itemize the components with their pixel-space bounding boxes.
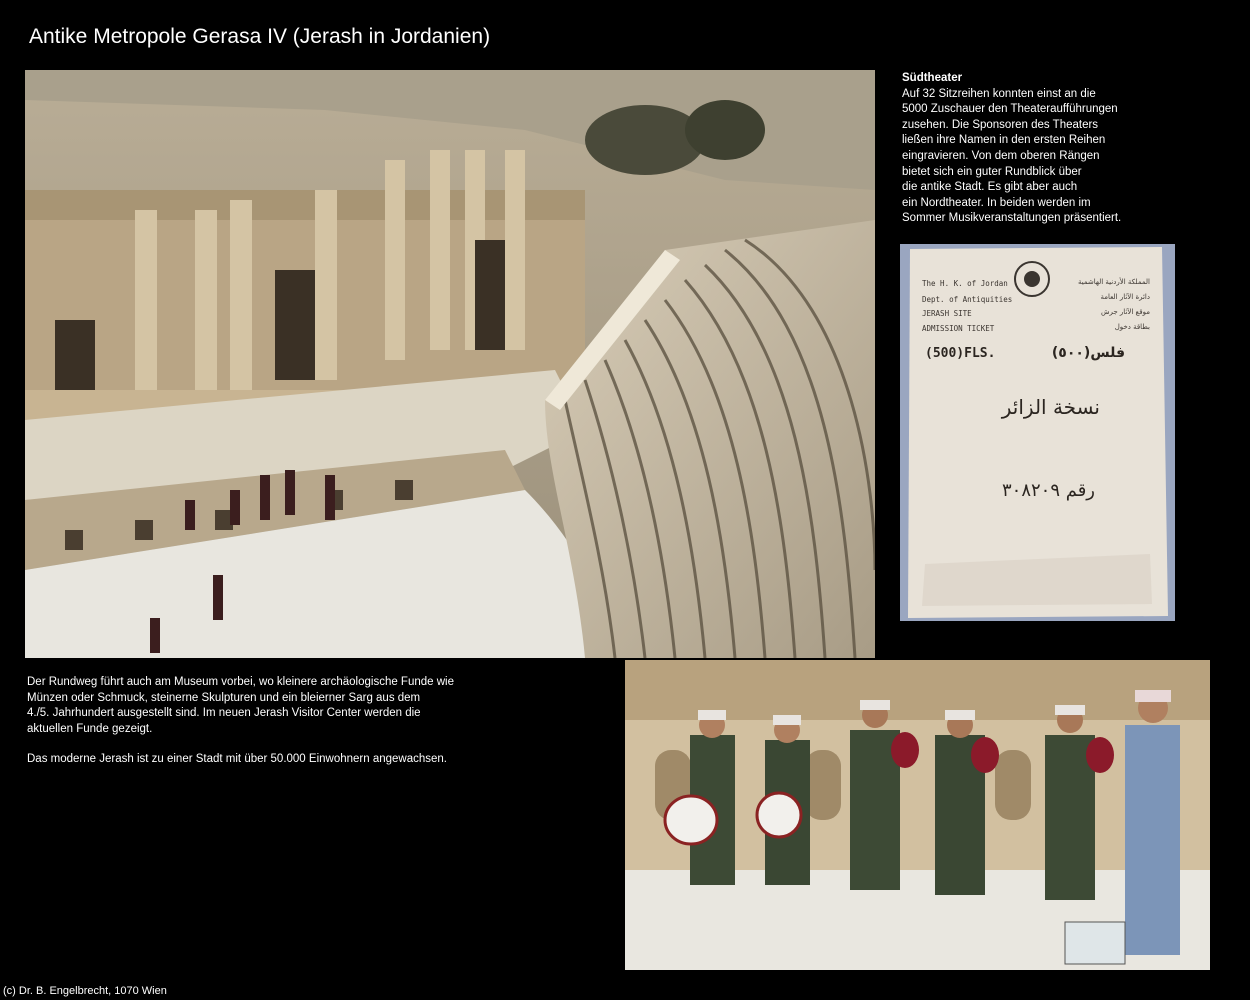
description-line: 5000 Zuschauer den Theateraufführungen	[902, 103, 1118, 116]
page-title: Antike Metropole Gerasa IV (Jerash in Jordanien)	[29, 25, 491, 48]
bagpipe-band-image	[625, 660, 1210, 970]
description-line: Auf 32 Sitzreihen konnten einst an die	[902, 87, 1096, 100]
modern-jerash-line: Das moderne Jerash ist zu einer Stadt mit über 50.000 Einwohnern angewachsen.	[27, 753, 447, 766]
description-line: aktuellen Funde gezeigt.	[27, 722, 153, 735]
museum-description	[27, 675, 507, 768]
ticket-price: (500)FLS.	[925, 346, 996, 361]
south-theater-image	[25, 70, 875, 658]
drum-icon	[665, 796, 717, 844]
svg-text:دائرة الآثار العامة: دائرة الآثار العامة	[1100, 293, 1150, 301]
svg-text:موقع الآثار جرش: موقع الآثار جرش	[1100, 308, 1150, 316]
description-line: die antike Stadt. Es gibt aber auch	[902, 181, 1078, 194]
ticket-line-3: JERASH SITE	[922, 309, 972, 318]
admission-ticket-photo	[900, 244, 1175, 621]
drum-icon	[757, 793, 801, 837]
south-theater-description	[902, 71, 1162, 227]
svg-text:المملكة الأردنية الهاشمية: المملكة الأردنية الهاشمية	[1077, 278, 1150, 286]
ticket-line-1: The H. K. of Jordan	[922, 279, 1008, 288]
bagpipe-band-photo	[625, 660, 1210, 970]
ticket-line-2: Dept. of Antiquities	[922, 295, 1013, 304]
south-theater-heading: Südtheater	[902, 72, 963, 84]
ticket-line-4: ADMISSION TICKET	[922, 324, 995, 333]
description-line: zusehen. Die Sponsoren des Theaters	[902, 118, 1099, 131]
description-line: 4./5. Jahrhundert ausgestellt sind. Im neuen Jerash Visitor Center werden die	[27, 707, 421, 720]
description-line: eingravieren. Von dem oberen Rängen	[902, 149, 1100, 162]
ticket-visitor-copy: نسخة الزائر	[1001, 395, 1100, 419]
description-line: Der Rundweg führt auch am Museum vorbei, wo kleinere archäologische Funde wie	[27, 676, 454, 688]
admission-ticket-image	[900, 244, 1175, 621]
description-line: Münzen oder Schmuck, steinerne Skulpturen und ein bleierner Sarg aus dem	[27, 691, 421, 704]
ticket-number: رقم ٣٠٨٢٠٩	[1001, 480, 1095, 501]
description-line: bietet sich ein guter Rundblick über	[902, 165, 1082, 178]
copyright-footer: (c) Dr. B. Engelbrecht, 1070 Wien	[3, 985, 167, 997]
description-line: Sommer Musikveranstaltungen präsentiert.	[902, 212, 1122, 225]
ticket-price-arabic: (٥٠٠)فلس	[1051, 345, 1125, 361]
svg-text:بطاقة دخول: بطاقة دخول	[1114, 323, 1150, 331]
description-line: ein Nordtheater. In beiden werden im	[902, 196, 1091, 209]
south-theater-photo	[25, 70, 875, 658]
description-line: ließen ihre Namen in den ersten Reihen	[902, 134, 1106, 147]
